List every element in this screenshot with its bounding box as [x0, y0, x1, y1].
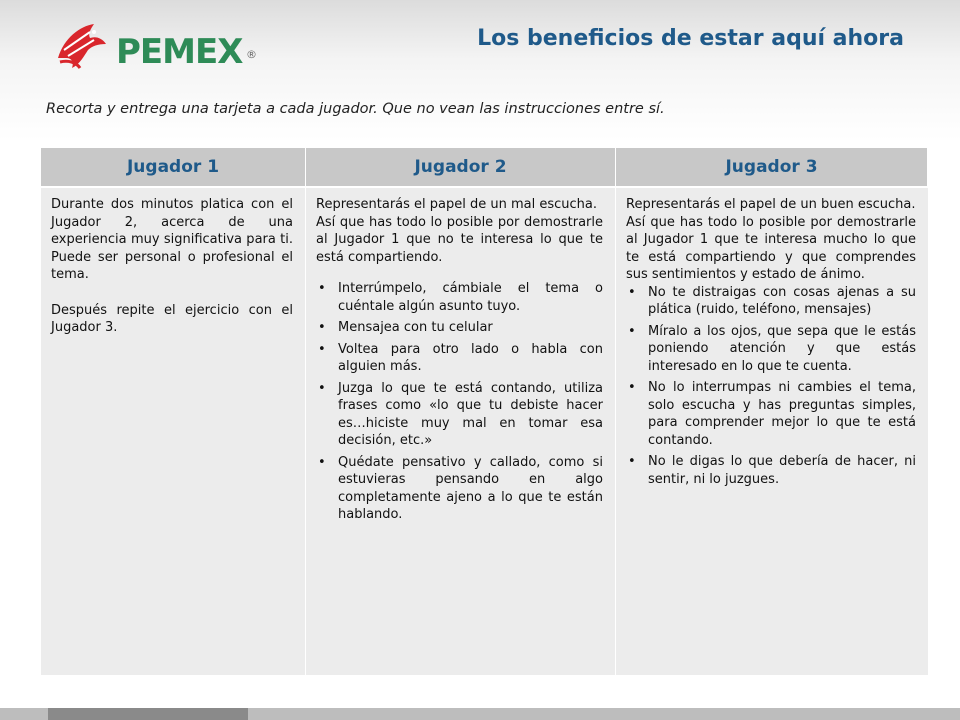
pemex-eagle-icon — [50, 18, 110, 76]
header-jugador-1: Jugador 1 — [41, 148, 306, 188]
pemex-logo — [50, 18, 280, 76]
header-jugador-3: Jugador 3 — [616, 148, 928, 188]
jugador-2-paragraph-2: Así que has todo lo posible por demostrarle al Jugador 1 que no te interesa lo que te está compartiendo. — [316, 214, 603, 265]
list-item: • No te distraigas con cosas ajenas a su plática (ruido, teléfono, mensajes) — [648, 284, 916, 319]
list-item: • Voltea para otro lado o habla con alguien más. — [338, 341, 603, 376]
header-jugador-2: Jugador 2 — [306, 148, 616, 188]
jugador-2-paragraph-1: Representarás el papel de un mal escucha. — [316, 197, 598, 212]
footer-accent-bar — [48, 708, 248, 720]
list-item: • Míralo a los ojos, que sepa que le estás poniendo atención y que estás interesado en lo que te cuenta. — [648, 323, 916, 376]
jugador-3-paragraph-2: Así que has todo lo posible por demostrarle al Jugador 1 que te interesa mucho lo que te está compartiendo y que comprendes sus sentimientos y estado de ánimo. — [626, 214, 916, 282]
list-item: • Interrúmpelo, cámbiale el tema o cuéntale algún asunto tuyo. — [338, 280, 603, 315]
instructions-text: Recorta y entrega una tarjeta a cada jugador. Que no vean las instrucciones entre sí. — [46, 101, 665, 117]
jugador-1-paragraph-1: Durante dos minutos platica con el Jugador 2, acerca de una experiencia muy significativa para ti. Puede ser personal o profesional el tema. — [51, 197, 293, 282]
cell-jugador-2 — [306, 188, 616, 675]
registered-mark: ® — [246, 48, 257, 61]
jugador-2-bullet-list — [316, 280, 603, 524]
page-title: Los beneficios de estar aquí ahora — [477, 26, 904, 51]
logo-text: PEMEX — [116, 32, 243, 72]
list-item: • No lo interrumpas ni cambies el tema, solo escucha y has preguntas simples, para comprender mejor lo que te está contando. — [648, 379, 916, 449]
cell-jugador-3 — [616, 188, 928, 675]
list-item: • No le digas lo que debería de hacer, ni sentir, ni lo juzgues. — [648, 453, 916, 488]
jugador-3-bullet-list — [626, 284, 916, 489]
player-cards-table — [41, 148, 928, 675]
list-item: • Mensajea con tu celular — [338, 319, 603, 337]
cell-jugador-1 — [41, 188, 306, 675]
list-item: • Quédate pensativo y callado, como si estuvieras pensando en algo completamente ajeno a lo que te están hablando. — [338, 454, 603, 524]
list-item: • Juzga lo que te está contando, utiliza frases como «lo que tu debiste hacer es…hiciste muy mal en tomar esa decisión, etc.» — [338, 380, 603, 450]
jugador-3-paragraph-1: Representarás el papel de un buen escucha. — [626, 197, 916, 212]
jugador-1-paragraph-2: Después repite el ejercicio con el Jugador 3. — [51, 302, 293, 335]
